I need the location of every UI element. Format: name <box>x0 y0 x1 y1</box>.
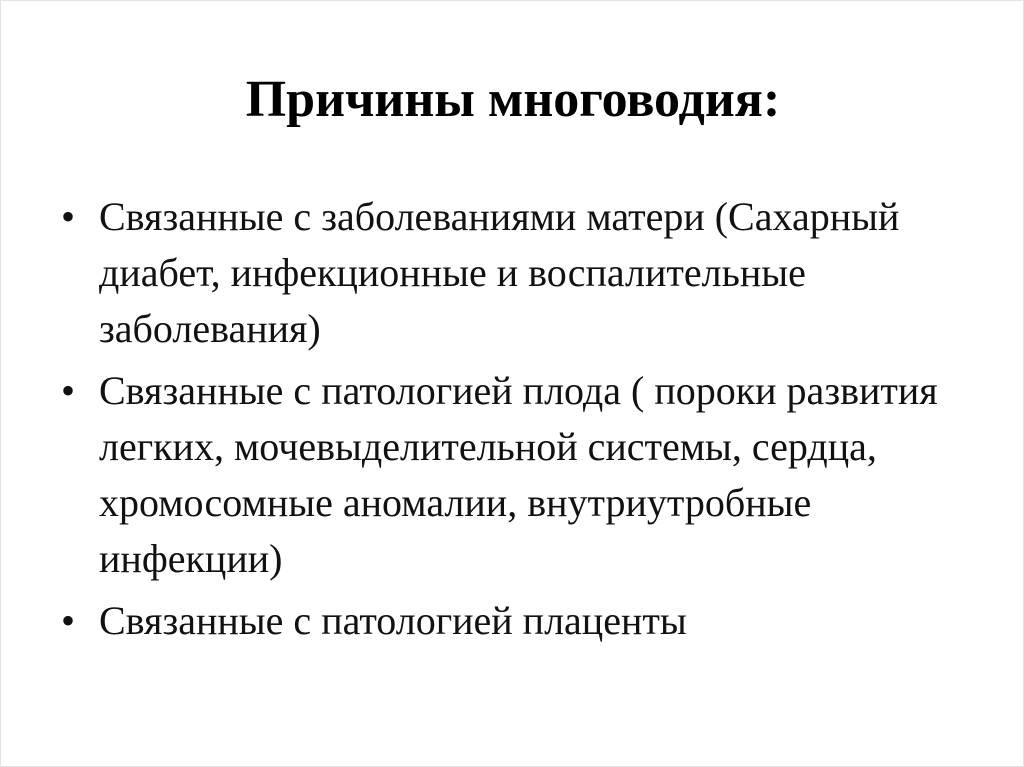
bullet-item <box>61 189 961 357</box>
bullet-text: Связанные с заболеваниями матери (Сахарный диабет, инфекционные и воспалительные заболевания) <box>99 194 900 351</box>
slide-title: Причины многоводия: <box>245 71 781 128</box>
bullet-item <box>61 363 961 587</box>
bullet-list <box>61 189 961 655</box>
bullet-text: Связанные с патологией плода ( пороки развития легких, мочевыделительной системы, сердца, хромосомные аномалии, внутриутробные инфекции) <box>99 368 938 581</box>
bullet-icon: • <box>61 194 76 239</box>
bullet-item <box>61 593 961 649</box>
bullet-icon: • <box>61 368 76 413</box>
bullet-text: Связанные с патологией плаценты <box>99 598 687 643</box>
bullet-icon: • <box>61 598 76 643</box>
